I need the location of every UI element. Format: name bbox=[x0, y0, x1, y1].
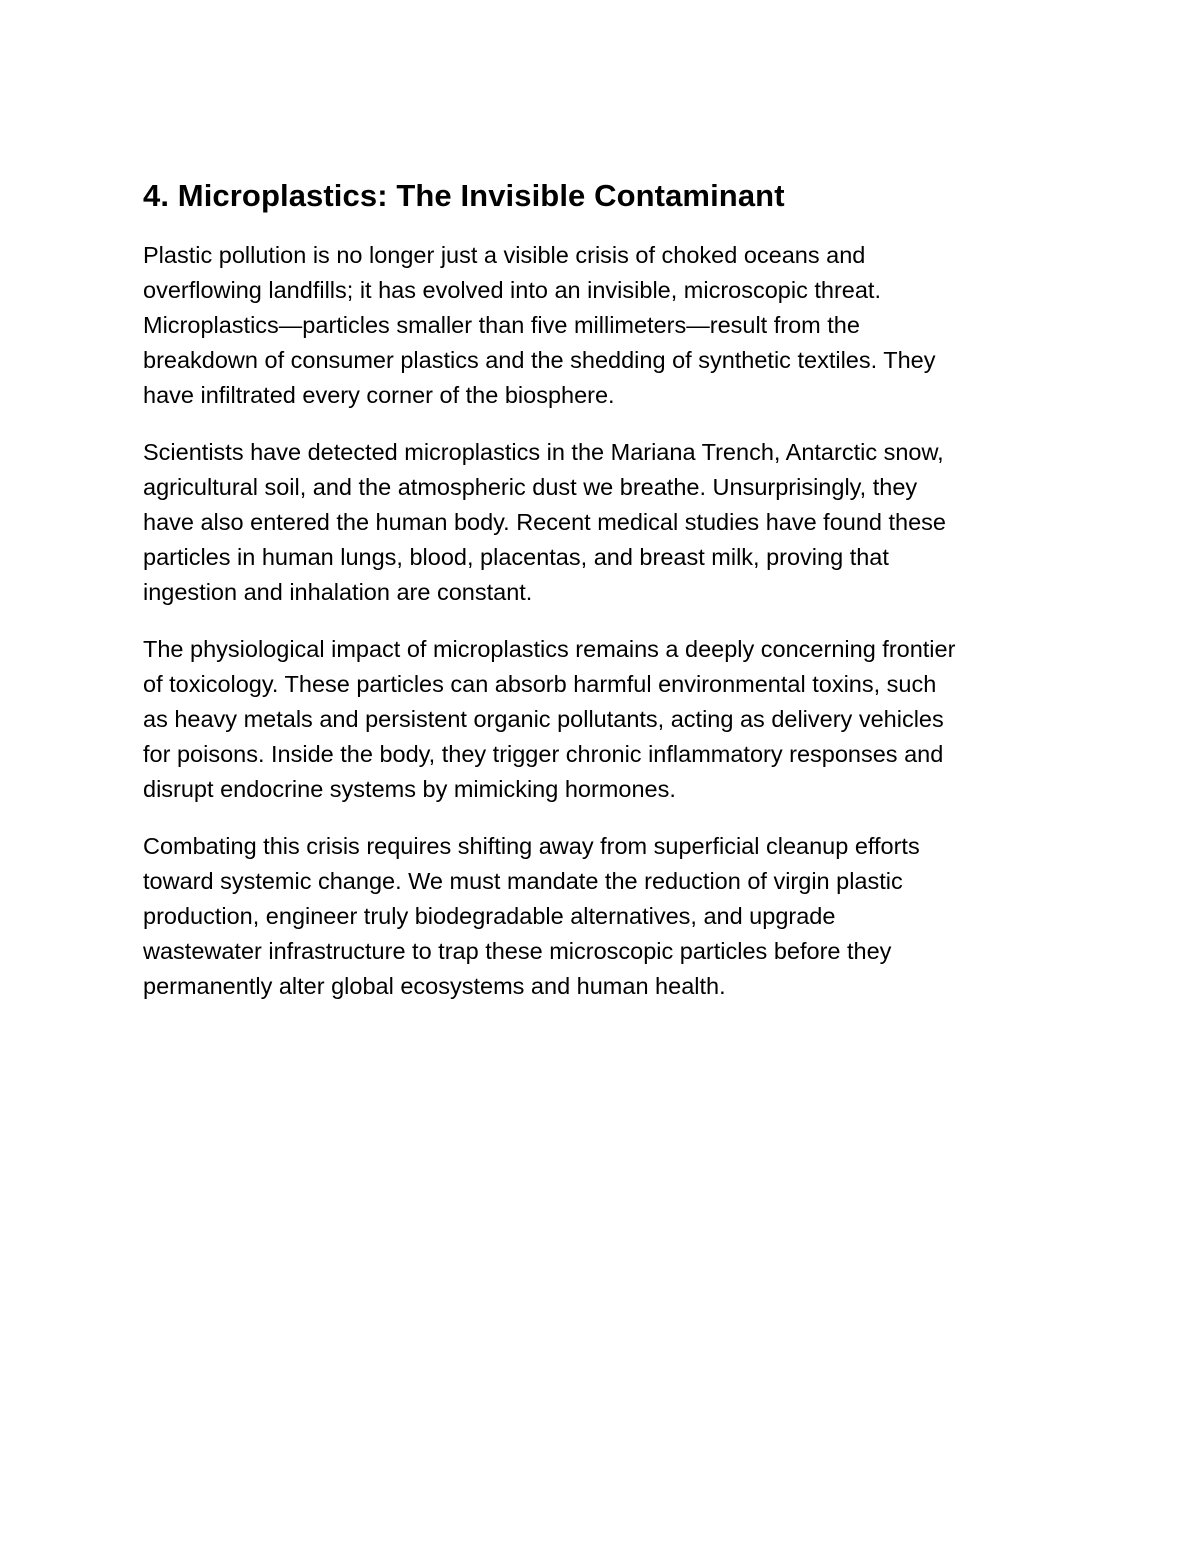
document-body bbox=[143, 176, 1063, 1026]
paragraph-1: Plastic pollution is no longer just a visible crisis of choked oceans and overflowing landfills; it has evolved into an invisible, microscopic threat. Microplastics—particles smaller than five millimeters—result from the breakdown of consumer plastics and the shedding of synthetic textiles. They have infiltrated every corner of the biosphere. bbox=[143, 242, 936, 408]
section-heading: 4. Microplastics: The Invisible Contaminant bbox=[143, 178, 785, 213]
paragraph-3: The physiological impact of microplastics remains a deeply concerning frontier of toxicology. These particles can absorb harmful environmental toxins, such as heavy metals and persistent organic pollutants, acting as delivery vehicles for poisons. Inside the body, they trigger chronic inflammatory responses and disrupt endocrine systems by mimicking hormones. bbox=[143, 636, 956, 802]
paragraph-2: Scientists have detected microplastics in the Mariana Trench, Antarctic snow, agricultural soil, and the atmospheric dust we breathe. Unsurprisingly, they have also entered the human body. Recent medical studies have found these particles in human lungs, blood, placentas, and breast milk, proving that ingestion and inhalation are constant. bbox=[143, 439, 947, 605]
paragraph-4: Combating this crisis requires shifting away from superficial cleanup efforts toward systemic change. We must mandate the reduction of virgin plastic production, engineer truly biodegradable alternatives, and upgrade wastewater infrastructure to trap these microscopic particles before they permanently alter global ecosystems and human health. bbox=[143, 833, 920, 999]
